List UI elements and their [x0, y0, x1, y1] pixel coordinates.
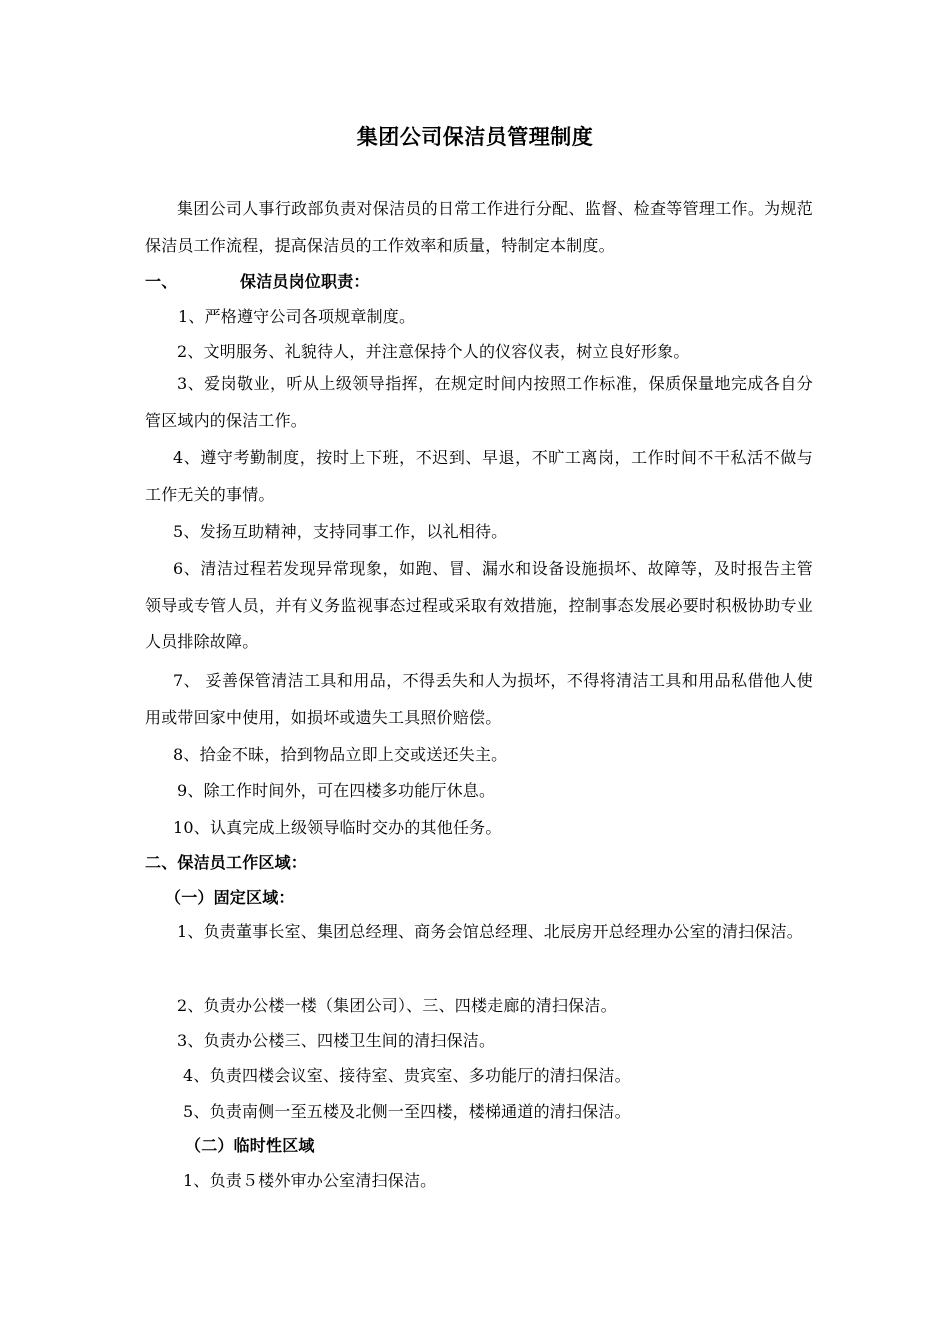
- duty-item-2: 2、文明服务、礼貌待人，并注意保持个人的仪容仪表，树立良好形象。: [177, 342, 690, 361]
- fixed-area-item-4: 4、负责四楼会议室、接待室、贵宾室、多功能厅的清扫保洁。: [183, 1066, 631, 1085]
- fixed-area-item-2: 2、负责办公楼一楼（集团公司）、三、四楼走廊的清扫保洁。: [177, 996, 617, 1015]
- duty-item-9: 9、除工作时间外，可在四楼多功能厅休息。: [177, 781, 496, 800]
- document-title: 集团公司保洁员管理制度: [356, 125, 594, 149]
- section-1-title: 保洁员岗位职责：: [240, 272, 370, 291]
- fixed-area-item-5: 5、负责南侧一至五楼及北侧一至四楼，楼梯通道的清扫保洁。: [183, 1102, 631, 1121]
- fixed-area-item-1: 1、负责董事长室、集团总经理、商务会馆总经理、北辰房开总经理办公室的清扫保洁。: [177, 922, 803, 941]
- section-1-heading: [0, 264, 950, 301]
- duty-item-6: 6、清洁过程若发现异常现象，如跑、冒、漏水和设备设施损坏、故障等，及时报告主管领导或专管人员，并有义务监视事态过程或采取有效措施，控制事态发展必要时积极协助专业人员排除故障。: [145, 559, 813, 652]
- duty-item-3: 3、爱岗敬业，听从上级领导指挥，在规定时间内按照工作标准，保质保量地完成各自分管区域内的保洁工作。: [145, 374, 813, 430]
- subsection-temporary-heading: （二）临时性区域: [185, 1136, 315, 1155]
- duty-item-1: 1、严格遵守公司各项规章制度。: [178, 307, 416, 326]
- section-1-number: 一、: [145, 272, 178, 291]
- duty-item-7: 7、 妥善保管清洁工具和用品，不得丢失和人为损坏，不得将清洁工具和用品私借他人使用或带回家中使用，如损坏或遗失工具照价赔偿。: [145, 671, 813, 727]
- duty-item-5: 5、发扬互助精神，支持同事工作，以礼相待。: [173, 522, 508, 541]
- intro-paragraph: 集团公司人事行政部负责对保洁员的日常工作进行分配、监督、检查等管理工作。为规范保洁员工作流程，提高保洁员的工作效率和质量，特制定本制度。: [145, 199, 813, 255]
- temporary-area-item-1: 1、负责５楼外审办公室清扫保洁。: [183, 1171, 437, 1190]
- section-2-heading: 二、保洁员工作区域：: [145, 853, 308, 872]
- fixed-area-item-3: 3、负责办公楼三、四楼卫生间的清扫保洁。: [177, 1031, 496, 1050]
- subsection-fixed-heading: （一）固定区域：: [165, 888, 295, 907]
- duty-item-10: 10、认真完成上级领导临时交办的其他任务。: [173, 818, 502, 837]
- duty-item-8: 8、拾金不昧，拾到物品立即上交或送还失主。: [173, 745, 508, 764]
- duty-item-4: 4、遵守考勤制度，按时上下班，不迟到、早退，不旷工离岗，工作时间不干私活不做与工作无关的事情。: [145, 448, 813, 504]
